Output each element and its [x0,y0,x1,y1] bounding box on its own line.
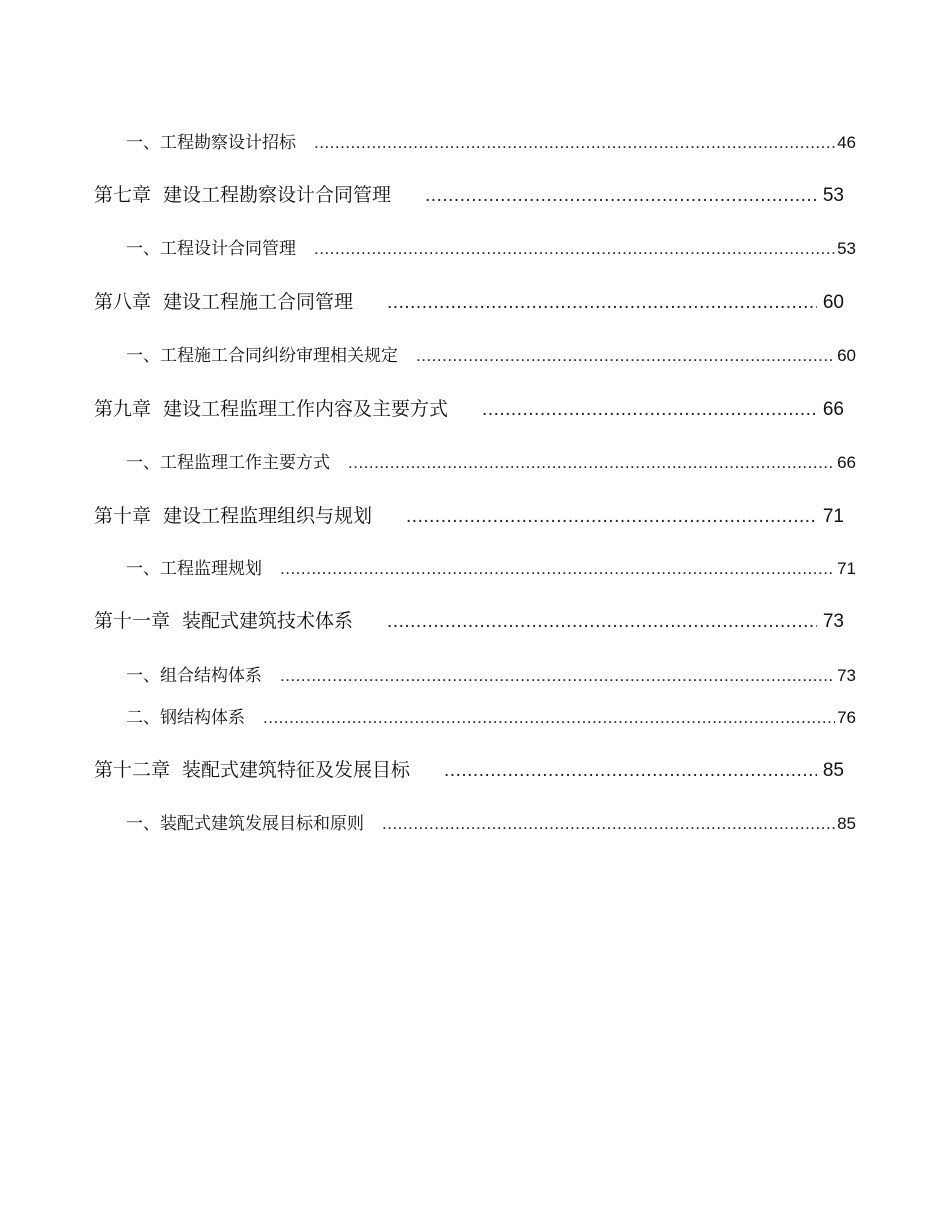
dot-leader [416,346,835,366]
page-number: 46 [837,133,856,152]
section-marker: 一、 [126,133,160,153]
toc-section-row [126,341,856,366]
dot-leader [482,399,817,421]
page-number: 85 [837,814,856,833]
chapter-title: 装配式建筑特征及发展目标 [182,759,411,781]
toc-chapter-row [94,394,844,421]
page-number: 60 [837,346,856,365]
page-number: 71 [837,559,856,578]
chapter-title: 建设工程监理工作内容及主要方式 [163,398,449,420]
chapter-title: 建设工程勘察设计合同管理 [163,184,392,206]
page-number: 73 [822,611,844,632]
dot-leader [387,292,817,314]
section-marker: 一、 [126,559,160,579]
section-marker: 一、 [126,346,160,366]
dot-leader [387,611,817,633]
section-title: 组合结构体系 [160,666,262,686]
chapter-label: 第十二章 [94,759,171,781]
dot-leader [263,708,835,728]
chapter-label: 第十章 [94,505,152,527]
toc-section-row [126,703,856,728]
chapter-title: 建设工程监理组织与规划 [163,505,373,527]
toc-section-row [126,554,856,579]
toc-chapter-row [94,755,844,782]
dot-leader [314,239,835,259]
dot-leader [314,133,835,153]
section-title: 工程勘察设计招标 [160,133,296,153]
section-title: 装配式建筑发展目标和原则 [160,814,364,834]
dot-leader [406,506,817,528]
toc-chapter-row [94,501,844,528]
chapter-title: 装配式建筑技术体系 [182,610,354,632]
page-number: 53 [822,185,844,206]
toc-section-row [126,448,856,473]
section-title: 钢结构体系 [160,708,245,728]
section-marker: 一、 [126,453,160,473]
section-title: 工程施工合同纠纷审理相关规定 [160,346,398,366]
dot-leader [444,760,817,782]
page-number: 73 [837,666,856,685]
page-number: 60 [822,292,844,313]
section-title: 工程设计合同管理 [160,239,296,259]
toc-section-row [126,234,856,259]
chapter-label: 第十一章 [94,610,171,632]
toc-section-row [126,661,856,686]
section-marker: 一、 [126,239,160,259]
toc-chapter-row [94,606,844,633]
dot-leader [280,559,835,579]
section-marker: 一、 [126,814,160,834]
section-title: 工程监理工作主要方式 [160,453,330,473]
chapter-label: 第七章 [94,184,152,206]
section-marker: 一、 [126,666,160,686]
dot-leader [280,666,835,686]
page-number: 71 [822,506,844,527]
chapter-label: 第八章 [94,291,152,313]
page-number: 76 [837,708,856,727]
page-number: 85 [822,760,844,781]
page-number: 53 [837,239,856,258]
toc-chapter-row [94,180,844,207]
page-number: 66 [822,399,844,420]
section-marker: 二、 [126,708,160,728]
section-title: 工程监理规划 [160,559,262,579]
page-number: 66 [837,453,856,472]
toc-section-row [126,809,856,834]
dot-leader [425,185,817,207]
toc-chapter-row [94,287,844,314]
dot-leader [382,814,835,834]
chapter-title: 建设工程施工合同管理 [163,291,354,313]
dot-leader [348,453,835,473]
chapter-label: 第九章 [94,398,152,420]
toc-section-row [126,128,856,153]
